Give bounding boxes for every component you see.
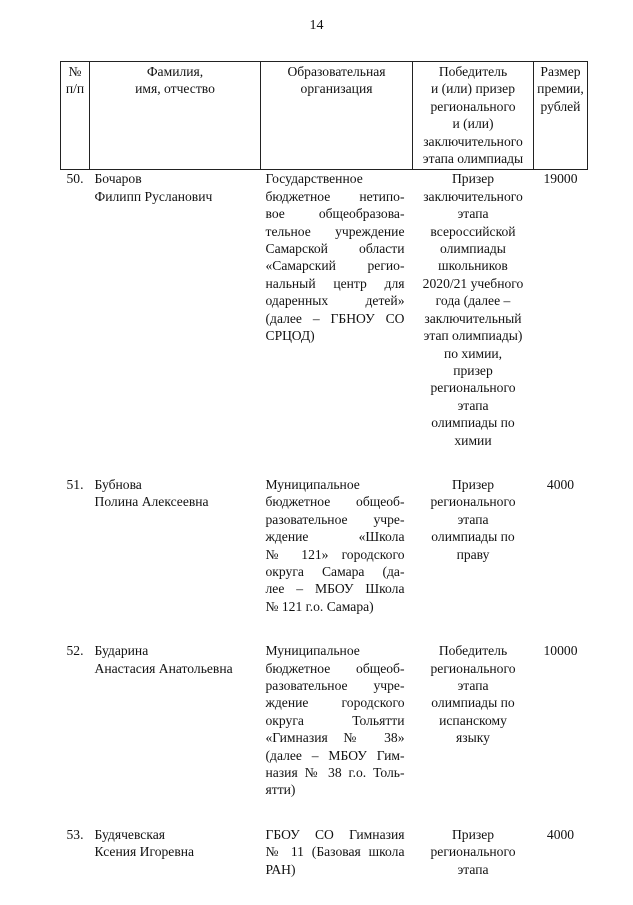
header-winner-line: Победитель	[438, 64, 508, 79]
olympiad-result-line: заключительного	[423, 188, 523, 204]
olympiad-result-line: регионального	[430, 660, 516, 676]
table-body	[61, 170, 588, 878]
organization-line: лее – МБОУ Школа	[265, 581, 405, 597]
olympiad-result-line: Призер	[451, 476, 495, 492]
table-row	[61, 826, 588, 878]
header-name-line: Фамилия,	[146, 64, 204, 79]
row-spacer	[61, 449, 588, 476]
olympiad-result	[413, 826, 534, 878]
olympiad-result-line: Победитель	[438, 643, 508, 659]
header-winner-line: заключительного	[423, 133, 523, 149]
student-name-line: Ксения Игоревна	[94, 844, 195, 860]
olympiad-result-line: школьников	[438, 258, 508, 274]
prize-amount: 4000	[546, 476, 575, 492]
organization-line: вое общеобразова-	[265, 206, 405, 222]
olympiad-result-line: призер	[453, 362, 493, 378]
organization-line: нальный центр для	[265, 275, 405, 291]
olympiad-result-line: олимпиады	[440, 241, 506, 257]
organization-line: «Самарский регио-	[265, 258, 405, 274]
organization-line: РАН)	[265, 861, 296, 877]
organization-line: бюджетное нетипо-	[265, 188, 405, 204]
organization-line: бюджетное общеоб-	[265, 660, 405, 676]
organization-line: (далее – МБОУ Гим-	[265, 747, 405, 763]
student-name-line: Будячевская	[94, 826, 166, 842]
olympiad-result-line: по химии,	[443, 345, 503, 361]
olympiad-result-line: этапа	[457, 206, 489, 222]
organization-line: округа Самара (да-	[265, 563, 405, 579]
olympiad-result-line: химии	[454, 432, 492, 448]
student-name-line: Бубнова	[94, 476, 142, 492]
olympiad-result-line: Призер	[451, 826, 495, 842]
student-name	[90, 642, 261, 799]
olympiad-result-line: этапа	[457, 861, 489, 877]
student-name	[90, 170, 261, 449]
row-spacer	[61, 799, 588, 826]
organization	[261, 642, 413, 799]
olympiad-result-line: испанскому	[439, 712, 507, 728]
header-winner-line: и (или)	[452, 116, 494, 132]
prize-amount: 10000	[543, 643, 578, 659]
organization-line: одаренных детей»	[265, 293, 405, 309]
organization-line: бюджетное общеоб-	[265, 494, 405, 510]
olympiad-result-line: регионального	[430, 380, 516, 396]
organization-line: Муниципальное	[265, 643, 360, 659]
organization	[261, 826, 413, 878]
olympiad-result-line: этап олимпиады)	[423, 328, 523, 344]
organization	[261, 170, 413, 449]
olympiad-result-line: этапа	[457, 678, 489, 693]
prize-amount: 4000	[546, 826, 575, 842]
olympiad-result-line: регионального	[430, 494, 516, 510]
organization-line: ГБОУ СО Гимназия	[265, 826, 405, 842]
header-num-line: п/п	[65, 81, 85, 97]
olympiad-result-line: олимпиады по	[431, 529, 515, 545]
organization-line: тельное учреждение	[265, 223, 405, 239]
header-num	[61, 62, 90, 170]
header-name	[90, 62, 261, 170]
organization-line: СРЦОД)	[265, 328, 315, 344]
student-name	[90, 476, 261, 615]
header-winner-line: этапа олимпиады	[422, 151, 524, 167]
row-number: 52.	[66, 643, 84, 659]
row-spacer-cell	[61, 799, 588, 826]
row-number: 50.	[66, 171, 84, 187]
header-prize-line: Размер	[540, 64, 581, 79]
table-row	[61, 170, 588, 449]
table-row	[61, 476, 588, 615]
organization-line: разовательное учре-	[265, 678, 405, 693]
header-org-line: организация	[300, 81, 373, 97]
olympiad-result-line: заключительный	[424, 310, 522, 326]
organization-line: назия № 38 г.о. Толь-	[265, 765, 405, 781]
row-number: 51.	[66, 476, 84, 492]
row-spacer	[61, 615, 588, 642]
header-org-line: Образовательная	[287, 64, 386, 79]
olympiad-result-line: олимпиады по	[431, 695, 515, 711]
header-org	[261, 62, 413, 170]
organization-line: № 121 г.о. Самара)	[265, 598, 374, 614]
organization	[261, 476, 413, 615]
olympiad-result-line: олимпиады по	[431, 415, 515, 431]
organization-line: «Гимназия № 38»	[265, 730, 405, 746]
organization-line: разовательное учре-	[265, 511, 405, 527]
header-prize	[534, 62, 588, 170]
row-spacer-cell	[61, 615, 588, 642]
page-number: 14	[309, 18, 324, 33]
student-name-line: Бочаров	[94, 171, 142, 187]
organization-line: № 11 (Базовая школа	[265, 844, 405, 860]
laureates-table	[60, 61, 588, 878]
olympiad-result	[413, 170, 534, 449]
header-name-line: имя, отчество	[135, 81, 215, 97]
student-name	[90, 826, 261, 878]
olympiad-result-line: Призер	[451, 171, 495, 187]
organization-line: Самарской области	[265, 241, 405, 257]
organization-line: ятти)	[265, 782, 296, 798]
student-name-line: Бударина	[94, 643, 149, 659]
table-row	[61, 642, 588, 799]
organization-line: ждение «Школа	[265, 529, 405, 545]
organization-line: ждение городского	[265, 695, 405, 711]
row-number: 53.	[66, 826, 84, 842]
header-prize-line: рублей	[540, 98, 581, 114]
student-name-line: Филипп Русланович	[94, 188, 213, 204]
table-header-row	[61, 62, 588, 170]
olympiad-result-line: этапа	[457, 511, 489, 527]
olympiad-result-line: года (далее –	[435, 293, 511, 309]
organization-line: Государственное	[265, 171, 363, 187]
header-num-line: №	[68, 64, 82, 79]
organization-line: (далее – ГБНОУ СО	[265, 310, 405, 326]
olympiad-result	[413, 642, 534, 799]
student-name-line: Анастасия Анатольевна	[94, 660, 233, 676]
header-winner-line: и (или) призер	[430, 81, 515, 97]
olympiad-result-line: праву	[456, 546, 490, 562]
header-winner-line: регионального	[430, 98, 516, 114]
olympiad-result-line: этапа	[457, 397, 489, 413]
row-spacer-cell	[61, 449, 588, 476]
olympiad-result-line: регионального	[430, 844, 516, 860]
organization-line: Муниципальное	[265, 476, 360, 492]
prize-amount: 19000	[543, 171, 578, 187]
student-name-line: Полина Алексеевна	[94, 494, 209, 510]
header-winner	[413, 62, 534, 170]
header-prize-line: премии,	[537, 81, 584, 97]
olympiad-result	[413, 476, 534, 615]
organization-line: № 121» городского	[265, 546, 405, 562]
organization-line: округа Тольятти	[265, 712, 405, 728]
olympiad-result-line: 2020/21 учебного	[422, 275, 524, 291]
olympiad-result-line: всероссийской	[430, 223, 516, 239]
olympiad-result-line: языку	[456, 730, 490, 746]
